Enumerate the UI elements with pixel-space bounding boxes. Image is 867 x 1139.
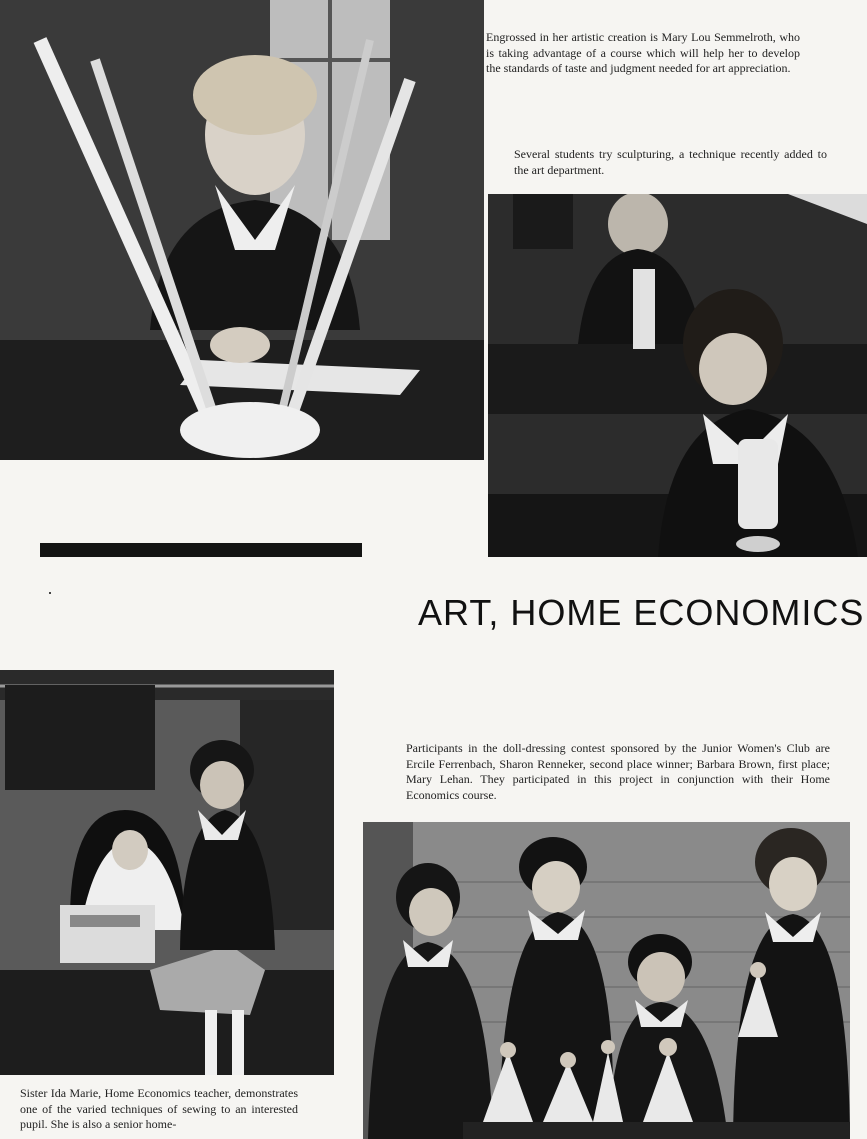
doll-contest-photo bbox=[363, 822, 850, 1139]
painting-caption: Engrossed in her artistic creation is Mary Lou Semmelroth, who is taking advantage of a course which will help her to develop the standards of taste and judgment needed for art appreciation. bbox=[486, 30, 800, 75]
doll-contest-caption: Participants in the doll-dressing contest sponsored by the Junior Women's Club are Ercile Ferrenbach, Sharon Renneker, second place winner; Barbara Brown, first place; Mary Lehan. They participated in this project in conjunction with their Home Economics course. bbox=[406, 741, 830, 802]
sculpture-students-photo bbox=[488, 194, 867, 557]
section-divider-bar bbox=[40, 543, 362, 557]
sewing-lesson-photo bbox=[0, 670, 334, 1075]
sculpture-caption: Several students try sculpturing, a technique recently added to the art department. bbox=[514, 147, 827, 177]
sewing-caption: Sister Ida Marie, Home Economics teacher, demonstrates one of the varied techniques of sewing to an interested pupil. She is also a senior home- bbox=[20, 1086, 298, 1131]
painting-student-photo bbox=[0, 0, 484, 460]
print-speck bbox=[49, 592, 51, 594]
page-title: ART, HOME ECONOMICS bbox=[418, 592, 865, 633]
